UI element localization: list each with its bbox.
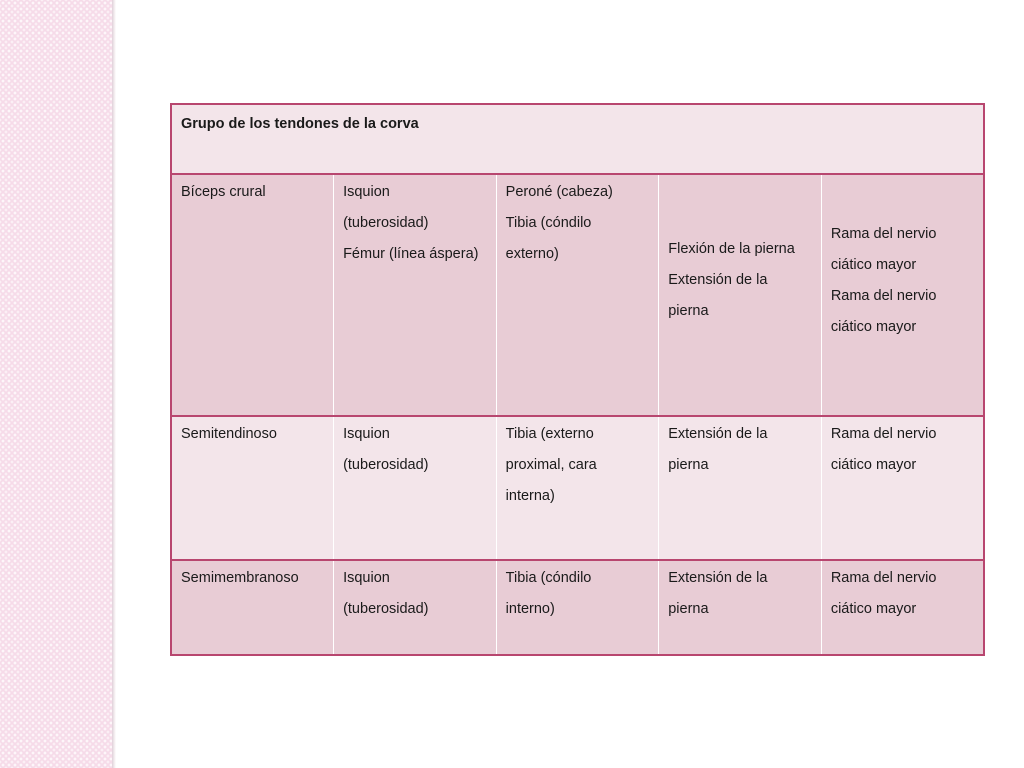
action-line: Extensión de la: [668, 570, 768, 586]
origin-line: Isquion: [343, 184, 390, 200]
origin-cell: [334, 174, 497, 416]
origin-cell: [334, 560, 497, 655]
action-line: pierna: [668, 601, 709, 617]
insertion-cell: [496, 174, 659, 416]
insertion-cell: [496, 560, 659, 655]
muscle-cell: [171, 560, 334, 655]
table-header-row: [171, 104, 984, 174]
origin-line: Fémur (línea áspera): [343, 246, 479, 262]
table-title: Grupo de los tendones de la corva: [171, 104, 984, 174]
insertion-line: interno): [505, 601, 555, 617]
muscle-table-container: [170, 103, 985, 656]
muscle-name: Semitendinoso: [181, 426, 277, 442]
table-row: [171, 174, 984, 416]
innervation-line: ciático mayor: [830, 457, 917, 473]
action-cell: [659, 560, 822, 655]
innervation-line: ciático mayor: [830, 256, 917, 273]
hamstring-muscle-table: [170, 103, 985, 656]
origin-line: (tuberosidad): [343, 215, 429, 231]
origin-line: (tuberosidad): [343, 601, 429, 617]
spacer-line: [831, 343, 975, 374]
action-line: pierna: [668, 303, 709, 319]
insertion-line: Tibia (externo: [505, 426, 594, 442]
insertion-line: externo): [505, 246, 559, 262]
innervation-line: Rama del nervio: [830, 570, 937, 586]
insertion-line: interna): [505, 488, 555, 504]
innervation-cell: [821, 174, 984, 416]
origin-line: (tuberosidad): [343, 457, 429, 473]
innervation-line: ciático mayor: [830, 318, 917, 335]
muscle-name: Bíceps crural: [181, 184, 266, 200]
table-row: [171, 416, 984, 560]
spacer-line: [668, 327, 813, 358]
insertion-line: Tibia (cóndilo: [505, 215, 592, 231]
origin-cell: [334, 416, 497, 560]
action-cell: [659, 174, 822, 416]
muscle-cell: [171, 174, 334, 416]
side-strip-shadow: [112, 0, 116, 768]
table-row: [171, 560, 984, 655]
insertion-line: proximal, cara: [505, 457, 597, 473]
action-cell: [659, 416, 822, 560]
innervation-line: Rama del nervio: [830, 225, 937, 242]
origin-line: Isquion: [343, 426, 390, 442]
innervation-line: Rama del nervio: [830, 426, 937, 442]
innervation-line: ciático mayor: [830, 601, 917, 617]
insertion-line: Peroné (cabeza): [505, 184, 613, 200]
insertion-line: Tibia (cóndilo: [505, 570, 592, 586]
innervation-cell: [821, 560, 984, 655]
action-line: pierna: [668, 457, 709, 473]
muscle-cell: [171, 416, 334, 560]
action-line: Extensión de la: [668, 426, 768, 442]
decorative-side-strip: [0, 0, 112, 768]
action-line: Extensión de la: [668, 272, 768, 288]
innervation-cell: [821, 416, 984, 560]
muscle-name: Semimembranoso: [181, 570, 299, 586]
action-line: Flexión de la pierna: [668, 241, 795, 257]
innervation-line: Rama del nervio: [830, 287, 937, 304]
insertion-cell: [496, 416, 659, 560]
origin-line: Isquion: [343, 570, 390, 586]
